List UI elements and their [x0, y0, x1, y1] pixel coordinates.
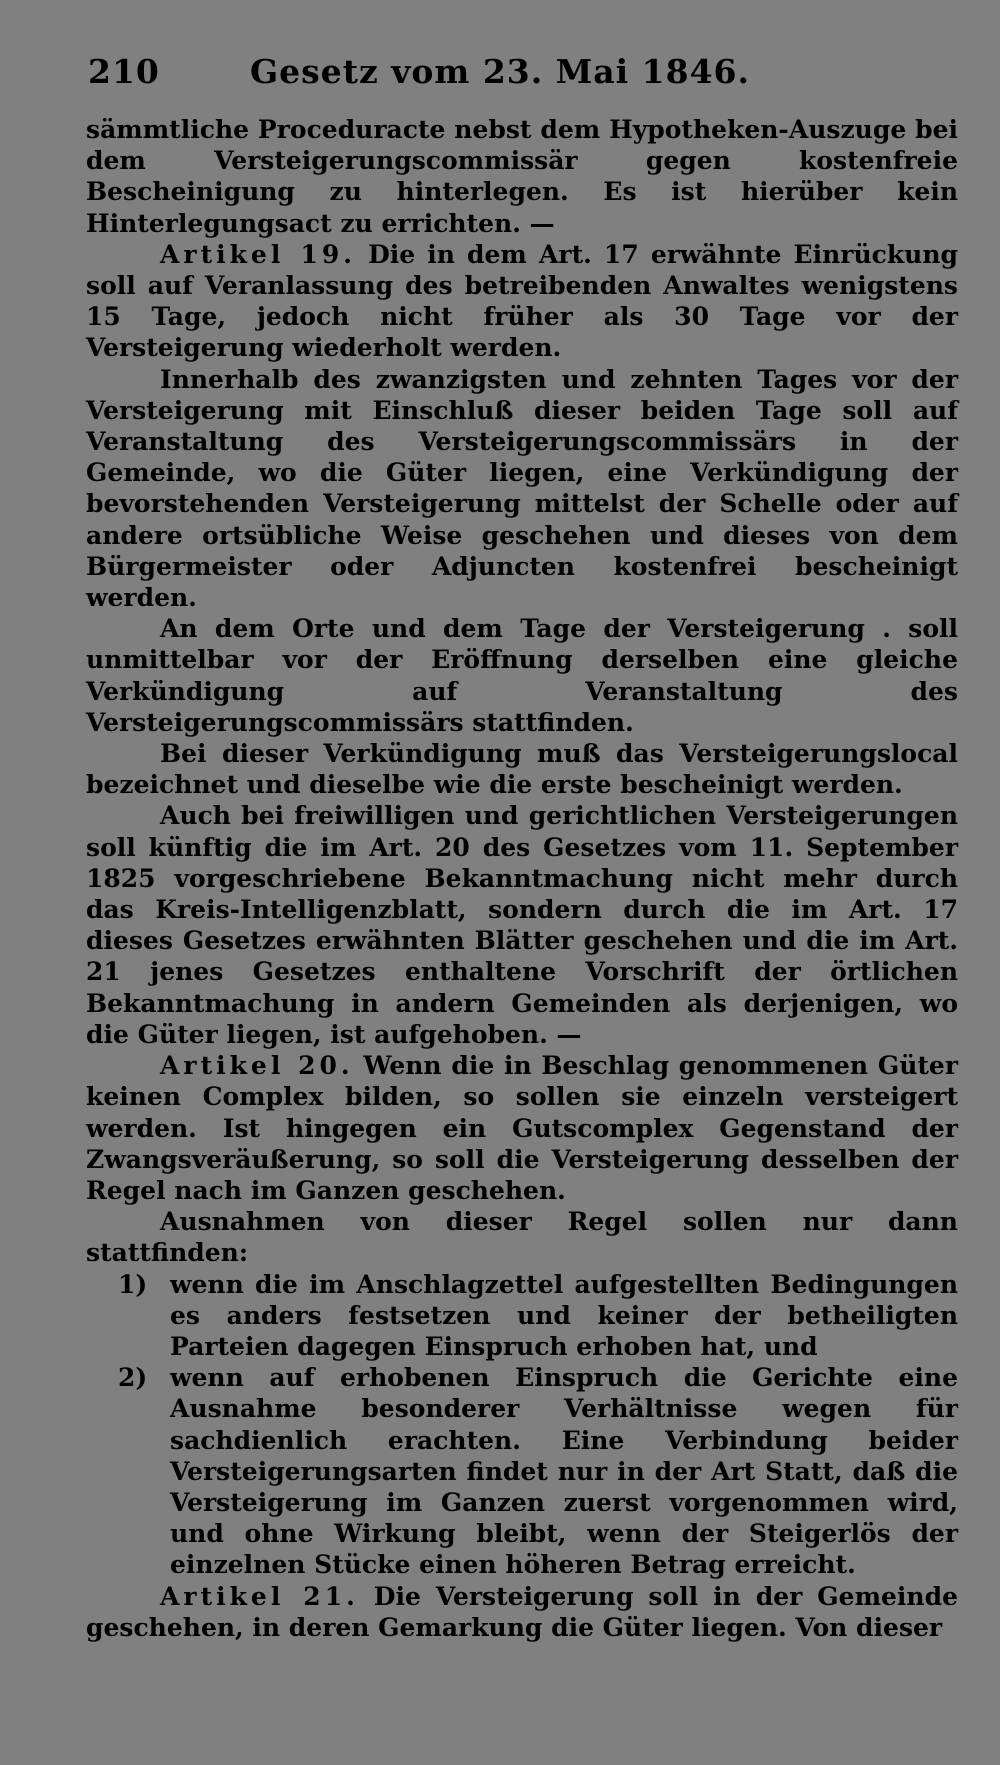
paragraph-continuation: sämmtliche Proceduracte nebst dem Hypotheken-Auszuge bei dem Versteigerungscommissär gegen kostenfreie Bescheinigung zu hinterlegen. Es ist hierüber kein Hinterlegungsact zu errichten. —	[86, 115, 958, 238]
list-number: 2)	[118, 1363, 148, 1393]
page-header	[0, 46, 1000, 106]
list-number: 1)	[118, 1269, 148, 1299]
paragraph-article-21	[86, 1581, 958, 1643]
list-text: wenn die im Anschlagzettel aufgestellten Bedingungen es anders festsetzen und keiner der betheiligten Parteien dagegen Einspruch erhoben hat, und	[170, 1269, 958, 1361]
article-21-label: Artikel 21.	[160, 1581, 359, 1611]
paragraph-voluntary: Auch bei freiwilligen und gerichtlichen Versteigerungen soll künftig die im Art. 20 des Gesetzes vom 11. September 1825 vorgeschriebene Bekanntmachung nicht mehr durch das Kreis-Intelligenzblatt, sondern durch die im Art. 17 dieses Gesetzes erwähnten Blätter geschehen und die im Art. 21 jenes Gesetzes enthaltene Vorschrift der örtlichen Bekanntmachung in andern Gemeinden als derjenigen, wo die Güter liegen, ist aufgehoben. —	[86, 801, 958, 1049]
article-19-text: Die in dem Art. 17 erwähnte Einrückung soll auf Veranlassung des betreibenden Anwaltes wenigstens 15 Tage, jedoch nicht früher als 30 Tage vor der Versteigerung wiederholt werden.	[86, 239, 958, 363]
article-19-label: Artikel 19.	[160, 239, 356, 269]
paragraph-announcement: Innerhalb des zwanzigsten und zehnten Tages vor der Versteigerung mit Einschluß dieser beiden Tage soll auf Veranstaltung des Versteigerungscommissärs in der Gemeinde, wo die Güter liegen, eine Verkündigung der bevorstehenden Versteigerung mittelst der Schelle oder auf andere ortsübliche Weise geschehen und dieses von dem Bürgermeister oder Adjuncten kostenfrei bescheinigt werden.	[86, 364, 958, 613]
paragraph-exceptions: Ausnahmen von dieser Regel sollen nur dann stattfinden:	[86, 1207, 958, 1268]
list-item	[86, 1362, 958, 1580]
paragraph-article-20	[86, 1050, 958, 1206]
paragraph-article-19	[86, 239, 958, 364]
article-20-text: Wenn die in Beschlag genommenen Güter keinen Complex bilden, so sollen sie einzeln versteigert werden. Ist hingegen ein Gutscomplex Gegenstand der Zwangsveräußerung, so soll die Versteigerung desselben der Regel nach im Ganzen geschehen.	[86, 1051, 958, 1205]
page-number: 210	[88, 52, 160, 91]
body-text	[86, 114, 958, 1643]
running-head: Gesetz vom 23. Mai 1846.	[250, 52, 750, 91]
article-20-label: Artikel 20.	[160, 1051, 354, 1081]
article-21-text: Die Versteigerung soll in der Gemeinde geschehen, in deren Gemarkung die Güter liegen. Von dieser	[86, 1581, 958, 1642]
paragraph-local: Bei dieser Verkündigung muß das Versteigerungslocal bezeichnet und dieselbe wie die erste bescheinigt werden.	[86, 739, 958, 800]
paragraph-on-site: An dem Orte und dem Tage der Versteigerung . soll unmittelbar vor der Eröffnung derselben eine gleiche Verkündigung auf Veranstaltung des Versteigerungscommissärs stattfinden.	[86, 614, 958, 737]
list-text: wenn auf erhobenen Einspruch die Gerichte eine Ausnahme besonderer Verhältnisse wegen für sachdienlich erachten. Eine Verbindung beider Versteigerungsarten findet nur in der Art Statt, daß die Versteigerung im Ganzen zuerst vorgenommen wird, und ohne Wirkung bleibt, wenn der Steigerlös der einzelnen Stücke einen höheren Betrag erreicht.	[170, 1363, 958, 1580]
list-item	[86, 1269, 958, 1363]
